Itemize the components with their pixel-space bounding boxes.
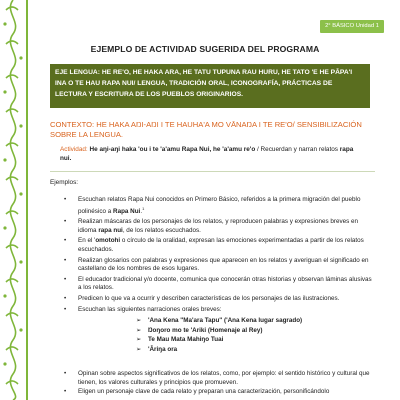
list-item xyxy=(50,370,375,387)
list-item-text: . xyxy=(140,207,143,215)
arrow-bullet-icon: ➢ xyxy=(136,346,142,353)
unit-tab: 2° BÁSICO Unidad 1 xyxy=(320,20,384,33)
story-list xyxy=(78,317,375,354)
list-item xyxy=(50,295,375,304)
vine-pattern-icon xyxy=(0,0,26,400)
actividad-label: Actividad: xyxy=(60,146,88,153)
arrow-bullet-icon: ➢ xyxy=(136,336,142,344)
contexto-heading: CONTEXTO: HE HAKA AŊI-AŊI I TE HAUHA'A MO VĀNAŊA I TE RE'O/ SENSIBILIZACIÓN SOBRE LA LENGUA. xyxy=(50,120,362,139)
arrow-bullet-icon: ➢ xyxy=(136,326,142,334)
list-item-text: , de los relatos escuchados. xyxy=(122,226,201,234)
bullet-icon: • xyxy=(64,218,67,226)
list-item xyxy=(50,218,375,235)
bullet-icon: • xyxy=(64,305,67,313)
list-item xyxy=(50,237,375,254)
story-item xyxy=(78,317,375,326)
list-item-bold: omotohi xyxy=(95,237,121,245)
story-title: Ŋoŋoro mo te 'Ariki (Homenaje al Rey) xyxy=(148,326,263,334)
actividad-title-es: / Recuerdan y narran relatos xyxy=(255,146,340,153)
list-item-bold: Rapa Nui xyxy=(113,207,141,215)
bullet-icon: • xyxy=(64,388,67,396)
bullet-icon: • xyxy=(64,295,67,303)
actividad-title-rapa-nui: He aŋi-aŋi haka 'ou i te 'a'amu Rapa Nui, he 'a'amu re'o xyxy=(89,146,256,153)
actividad-line xyxy=(60,145,365,163)
list-item-text: Escuchan relatos Rapa Nui conocidos en Primero Básico, referidos a la primera migración del pueblo polinésico a xyxy=(78,196,361,215)
list-item xyxy=(50,196,375,216)
bullet-icon: • xyxy=(64,256,67,264)
list-item-text: o círculo de la oralidad, expresan las emociones experimentadas a partir de los relatos escuchados. xyxy=(78,237,364,254)
actividad-title-tail: rapa nui. xyxy=(60,146,354,162)
example-list-continued xyxy=(50,370,375,398)
bullet-icon: • xyxy=(64,370,67,377)
arrow-bullet-icon: ➢ xyxy=(136,317,142,325)
list-item-text: Realizan máscaras de los personajes de los relatos, y reproducen palabras y expresiones breves en idioma xyxy=(78,218,359,234)
list-item-text: Escuchan las siguientes narraciones orales breves: xyxy=(78,305,222,313)
story-item xyxy=(78,346,375,355)
list-item-text: El educador tradicional y/o docente, comunica que conocerán otras historias y observan láminas alusivas a los relatos. xyxy=(78,275,372,292)
list-item-text: Realizan glosarios con palabras y expresiones que aparecen en los relatos y averiguan el significado en castellano de los nombres de esos lugares. xyxy=(78,256,369,273)
footnote-ref[interactable]: 1 xyxy=(142,205,145,211)
divider xyxy=(50,171,375,172)
list-item-text: Eligen un personaje clave de cada relato y preparan una caracterización, personificándolo xyxy=(78,388,330,396)
bullet-icon: • xyxy=(64,275,67,283)
list-item xyxy=(50,276,375,293)
story-title: 'Ana Kena "Ma'ara Tapu" ('Ana Kena lugar sagrado) xyxy=(148,317,303,325)
eje-banner: EJE LENGUA: HE RE'O, HE HAKA ARA, HE TATU TUPUNA RAU HURU, HE TATO 'E HE PĀPA'I INA O TE HAU RAPA NUI/ LENGUA, TRADICIÓN ORAL, ICONOGRAFÍA, PRÁCTICAS DE LECTURA Y ESCRITURA DE LOS PUEBLOS ORIGINARIOS. xyxy=(50,64,370,108)
list-item xyxy=(50,388,375,397)
story-title: Te Mau Mata Mahiŋo Tuai xyxy=(148,336,224,344)
story-title: 'Āriŋa ora xyxy=(148,346,178,353)
bullet-icon: • xyxy=(64,237,67,245)
list-item-text: En el ' xyxy=(78,237,96,245)
list-item-text: Opinan sobre aspectos significativos de los relatos, como, por ejemplo: el sentido histórico y cultural que tienen, los valores culturales y principios que promueven. xyxy=(78,370,370,386)
example-list xyxy=(50,196,375,359)
story-item xyxy=(78,336,375,345)
list-item xyxy=(50,306,375,355)
ejemplos-label: Ejemplos: xyxy=(50,179,79,186)
list-item-text: Predicen lo que va a ocurrir y describen características de los personajes de las ilustraciones. xyxy=(78,295,340,303)
decorative-border xyxy=(0,0,28,400)
list-item-bold: rapa nui xyxy=(98,226,123,234)
page-title: EJEMPLO DE ACTIVIDAD SUGERIDA DEL PROGRAMA xyxy=(90,44,320,54)
list-item xyxy=(50,257,375,274)
bullet-icon: • xyxy=(64,196,67,203)
story-item xyxy=(78,327,375,336)
